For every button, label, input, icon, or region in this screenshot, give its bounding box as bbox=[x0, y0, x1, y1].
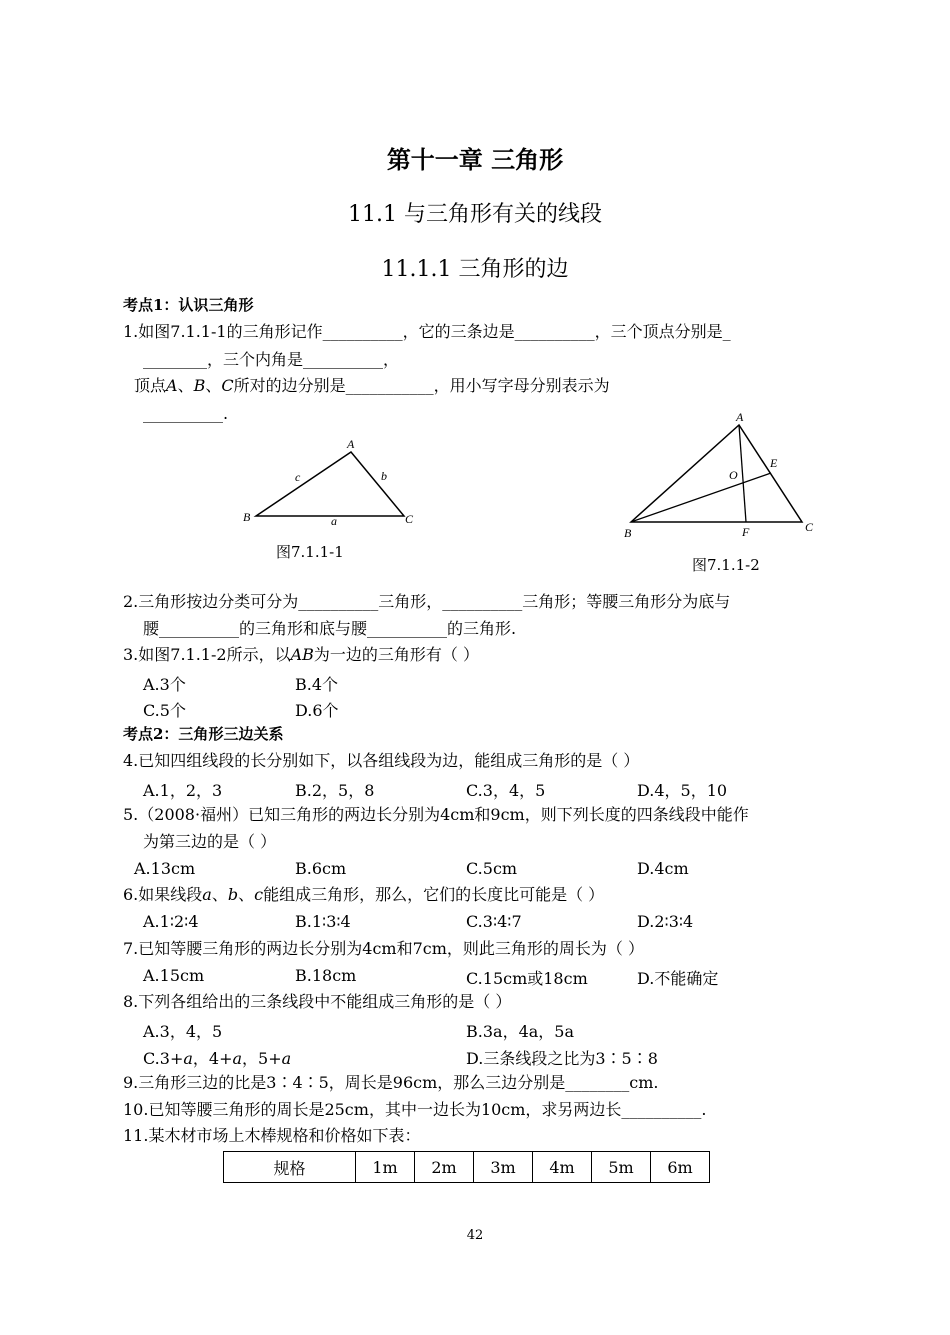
var-c: c bbox=[254, 885, 264, 904]
table-header-cell: 6m bbox=[651, 1152, 710, 1183]
text: 、 bbox=[205, 376, 222, 395]
question-3-option-c[interactable]: C.5个 bbox=[143, 701, 186, 720]
var-a: a bbox=[183, 1049, 193, 1068]
label-E: E bbox=[770, 456, 778, 470]
question-2-line-2: 腰__________的三角形和底与腰__________的三角形. bbox=[143, 619, 517, 638]
var-b: b bbox=[227, 885, 239, 904]
segment-af bbox=[739, 425, 746, 522]
section-title: 11.1 与三角形有关的线段 bbox=[348, 202, 602, 227]
var-C: C bbox=[221, 376, 234, 395]
question-7-option-a[interactable]: A.15cm bbox=[143, 966, 205, 985]
table-header-cell: 2m bbox=[415, 1152, 474, 1183]
question-7-option-d[interactable]: D.不能确定 bbox=[637, 969, 719, 988]
label-C: C bbox=[405, 512, 414, 526]
question-3-stem bbox=[123, 645, 479, 665]
text: 能组成三角形，那么，它们的长度比可能是（ ） bbox=[263, 885, 605, 904]
text: 、 bbox=[238, 885, 255, 904]
label-C: C bbox=[805, 520, 814, 534]
topic-heading-1: 考点1：认识三角形 bbox=[123, 296, 254, 314]
triangle-abc-2 bbox=[631, 425, 802, 522]
question-5-line-2: 为第三边的是（ ） bbox=[143, 832, 277, 851]
question-3-option-d[interactable]: D.6个 bbox=[295, 701, 339, 720]
table-header-cell: 4m bbox=[533, 1152, 592, 1183]
question-7-option-c[interactable]: C.15cm或18cm bbox=[466, 969, 588, 988]
question-6-option-c[interactable]: C.3∶4∶7 bbox=[466, 912, 522, 931]
figure-7-1-2 bbox=[615, 405, 825, 545]
label-b: b bbox=[381, 469, 387, 483]
text: ，4+ bbox=[192, 1049, 233, 1068]
label-F: F bbox=[742, 525, 750, 539]
question-10: 10.已知等腰三角形的周长是25cm，其中一边长为10cm，求另两边长__________. bbox=[123, 1100, 707, 1119]
var-a: a bbox=[232, 1049, 243, 1068]
text: ，5+ bbox=[242, 1049, 282, 1068]
table-header-cell: 规格 bbox=[224, 1152, 356, 1183]
label-B: B bbox=[243, 510, 251, 524]
question-4-stem: 4.已知四组线段的长分别如下，以各组线段为边，能组成三角形的是（ ） bbox=[123, 751, 640, 770]
question-8-option-a[interactable]: A.3，4，5 bbox=[143, 1022, 223, 1041]
figure-7-1-1 bbox=[235, 435, 425, 535]
text: 所对的边分别是___________，用小写字母分别表示为 bbox=[233, 376, 610, 395]
question-8-option-c[interactable] bbox=[143, 1046, 291, 1069]
question-3-option-b[interactable]: B.4个 bbox=[295, 675, 339, 694]
text: 、 bbox=[211, 885, 228, 904]
question-2-line-1: 2.三角形按边分类可分为__________三角形，__________三角形；等腰三角形分为底与 bbox=[123, 592, 731, 611]
segment-be bbox=[631, 473, 771, 522]
question-5-option-a[interactable]: A.13cm bbox=[134, 859, 196, 878]
label-a: a bbox=[331, 514, 337, 528]
question-1-line-1: 1.如图7.1.1-1的三角形记作__________，它的三条边是__________，三个顶点分别是_ bbox=[123, 322, 731, 341]
question-6-stem bbox=[123, 885, 604, 905]
var-AB: AB bbox=[290, 645, 314, 664]
question-6-option-b[interactable]: B.1∶3∶4 bbox=[295, 912, 351, 931]
text: C.3+ bbox=[143, 1049, 184, 1068]
question-1-line-4: __________. bbox=[143, 404, 229, 423]
question-1-line-2: ________，三个内角是__________， bbox=[143, 350, 400, 369]
topic-heading-2: 考点2：三角形三边关系 bbox=[123, 725, 284, 743]
question-4-option-c[interactable]: C.3，4，5 bbox=[466, 781, 546, 800]
label-A: A bbox=[347, 437, 355, 451]
question-6-option-d[interactable]: D.2∶3∶4 bbox=[637, 912, 694, 931]
question-7-option-b[interactable]: B.18cm bbox=[295, 966, 357, 985]
text: 为一边的三角形有（ ） bbox=[313, 645, 479, 664]
page-number: 42 bbox=[466, 1228, 484, 1243]
question-4-option-b[interactable]: B.2，5，8 bbox=[295, 781, 375, 800]
table-header-cell: 3m bbox=[474, 1152, 533, 1183]
table-header-cell: 1m bbox=[356, 1152, 415, 1183]
question-8-option-b[interactable]: B.3a，4a，5a bbox=[466, 1022, 575, 1041]
question-5-option-d[interactable]: D.4cm bbox=[637, 859, 689, 878]
figure-7-1-1-caption: 图7.1.1-1 bbox=[276, 543, 344, 561]
question-5-option-c[interactable]: C.5cm bbox=[466, 859, 518, 878]
question-7-stem: 7.已知等腰三角形的两边长分别为4cm和7cm，则此三角形的周长为（ ） bbox=[123, 939, 644, 958]
question-4-option-a[interactable]: A.1，2，3 bbox=[143, 781, 223, 800]
question-9: 9.三角形三边的比是3∶4∶5，周长是96cm，那么三边分别是________cm. bbox=[123, 1073, 659, 1092]
label-O: O bbox=[729, 468, 738, 482]
figure-7-1-2-caption: 图7.1.1-2 bbox=[692, 556, 760, 574]
text: 、 bbox=[177, 376, 194, 395]
label-A: A bbox=[736, 410, 744, 424]
subsection-title: 11.1.1 三角形的边 bbox=[381, 257, 569, 282]
text: 顶点 bbox=[134, 376, 167, 395]
question-6-option-a[interactable]: A.1∶2∶4 bbox=[143, 912, 199, 931]
chapter-title: 第十一章 三角形 bbox=[386, 145, 564, 174]
question-8-option-d[interactable]: D.三条线段之比为3∶5∶8 bbox=[466, 1049, 658, 1068]
var-A: A bbox=[166, 376, 178, 395]
var-a: a bbox=[281, 1049, 292, 1068]
question-5-option-b[interactable]: B.6cm bbox=[295, 859, 347, 878]
var-a: a bbox=[202, 885, 212, 904]
label-B: B bbox=[624, 526, 632, 540]
table-row bbox=[224, 1152, 710, 1183]
triangle-abc bbox=[256, 452, 404, 516]
label-c: c bbox=[295, 470, 301, 484]
question-8-stem: 8.下列各组给出的三条线段中不能组成三角形的是（ ） bbox=[123, 992, 512, 1011]
question-3-option-a[interactable]: A.3个 bbox=[143, 675, 186, 694]
price-table bbox=[223, 1151, 710, 1183]
var-B: B bbox=[193, 376, 206, 395]
question-5-line-1: 5.（2008·福州）已知三角形的两边长分别为4cm和9cm，则下列长度的四条线段中能作 bbox=[123, 805, 749, 824]
question-4-option-d[interactable]: D.4，5，10 bbox=[637, 781, 728, 800]
text: 6.如果线段 bbox=[123, 885, 203, 904]
question-1-line-3 bbox=[134, 376, 610, 396]
question-11-stem: 11.某木材市场上木棒规格和价格如下表： bbox=[123, 1126, 421, 1145]
table-header-cell: 5m bbox=[592, 1152, 651, 1183]
text: 3.如图7.1.1-2所示，以 bbox=[123, 645, 291, 664]
